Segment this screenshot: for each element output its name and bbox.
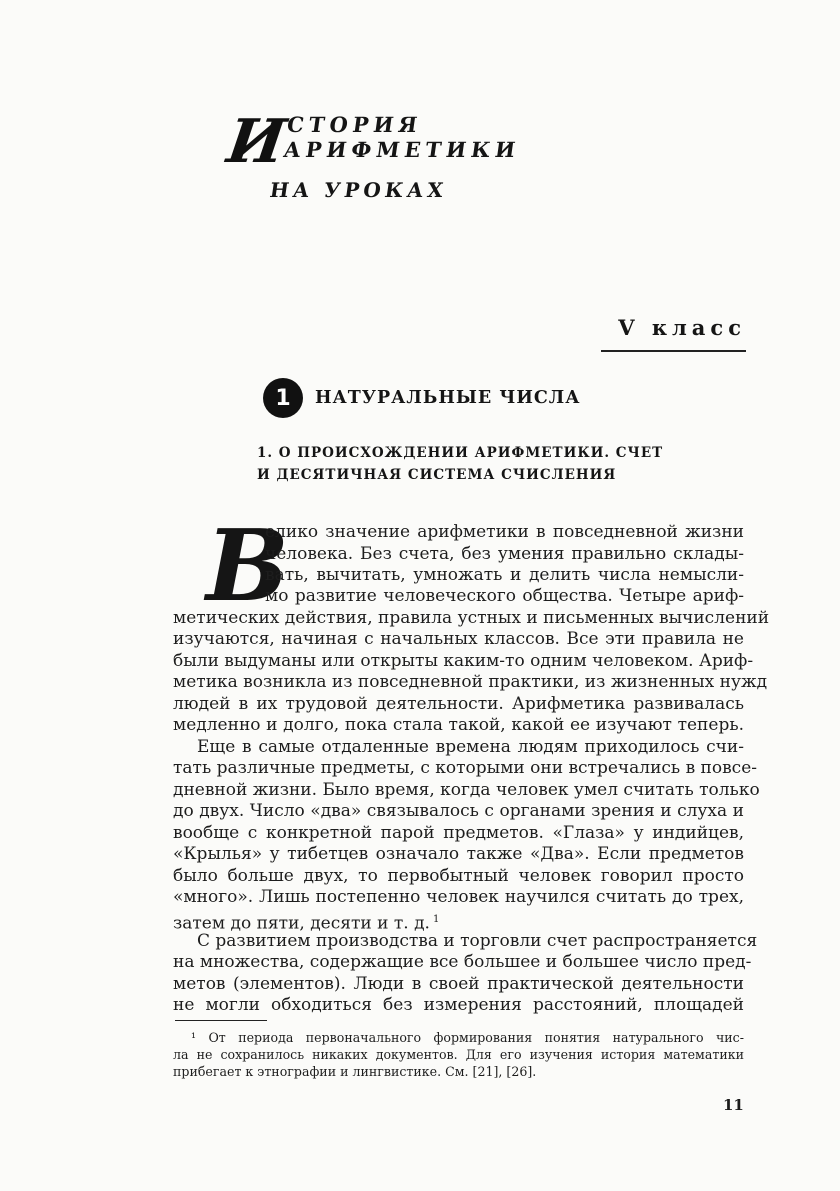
body-line: затем до пяти, десяти и т. д.	[173, 913, 430, 934]
title-line-1	[223, 107, 668, 177]
page-title	[223, 107, 668, 202]
body-line: человека. Без счета, без умения правильно склады-	[265, 544, 744, 564]
body-line: до двух. Число «два» связывалось с органами зрения и слуха и	[173, 801, 744, 821]
body-line: вообще с конкретной парой предметов. «Глаза» у индийцев,	[173, 823, 744, 843]
footnote-line: ¹ От периода первоначального формирования понятия натурального чис-	[191, 1030, 744, 1045]
drop-cap-glyph: В	[206, 509, 289, 624]
body-line: метика возникла из повседневной практики, из жизненных нужд	[173, 672, 768, 692]
body-line: «Крылья» у тибетцев означало также «Два». Если предметов	[173, 844, 744, 864]
body-line: метов (элементов). Люди в своей практической деятельности	[173, 974, 744, 994]
chapter-number-badge: 1	[263, 378, 303, 418]
drop-cap-letter	[204, 509, 289, 624]
body-line: на множества, содержащие все большее и большее число пред-	[173, 952, 752, 972]
body-line: метических действия, правила устных и письменных вычислений	[173, 608, 770, 628]
body-line: не могли обходиться без измерения расстояний, площадей	[173, 995, 744, 1015]
body-line: С развитием производства и торговли счет распространяется	[197, 931, 758, 951]
body-line: были выдуманы или открыты каким-то одним человеком. Ариф-	[173, 651, 754, 671]
footnote-line: ла не сохранилось никаких документов. Для его изучения история математики	[173, 1047, 744, 1062]
chapter-title: НАТУРАЛЬНЫЕ ЧИСЛА	[315, 388, 581, 408]
chapter-heading	[263, 378, 581, 418]
body-line: дневной жизни. Было время, когда человек умел считать только	[173, 780, 760, 800]
section-heading-line-1: 1. О ПРОИСХОЖДЕНИИ АРИФМЕТИКИ. СЧЕТ	[257, 445, 664, 461]
title-line-2: НА УРОКАХ	[268, 178, 449, 202]
footnote-rule	[175, 1020, 267, 1021]
body-line: «много». Лишь постепенно человек научился считать до трех,	[173, 887, 744, 907]
body-line: Еще в самые отдаленные времена людям приходилось счи-	[197, 737, 744, 757]
section-heading-line-2: И ДЕСЯТИЧНАЯ СИСТЕМА СЧИСЛЕНИЯ	[257, 467, 617, 483]
grade-heading-text: V класс	[618, 315, 746, 340]
title-initial: И	[223, 107, 288, 177]
grade-heading-rule	[601, 350, 746, 352]
title-line-1-text: СТОРИЯ АРИФМЕТИКИ	[281, 112, 522, 162]
section-heading	[257, 442, 697, 486]
body-line: изучаются, начиная с начальных классов. Все эти правила не	[173, 629, 744, 649]
body-line: вать, вычитать, умножать и делить числа немысли-	[265, 565, 744, 585]
grade-heading	[601, 315, 746, 352]
body-line: медленно и долго, пока стала такой, какой ее изучают теперь.	[173, 715, 744, 735]
body-line: тать различные предметы, с которыми они встречались в повсе-	[173, 758, 758, 778]
body-line: мо развитие человеческого общества. Четыре ариф-	[265, 586, 744, 606]
footnote-line: прибегает к этнографии и лингвистике. См. [21], [26].	[173, 1064, 537, 1079]
body-line: людей в их трудовой деятельности. Арифметика развивалась	[173, 694, 744, 714]
footnote-reference: 1	[432, 914, 440, 925]
body-line: было больше двух, то первобытный человек говорил просто	[173, 866, 744, 886]
page-number: 11	[723, 1096, 744, 1114]
body-line: елико значение арифметики в повседневной жизни	[265, 522, 744, 542]
